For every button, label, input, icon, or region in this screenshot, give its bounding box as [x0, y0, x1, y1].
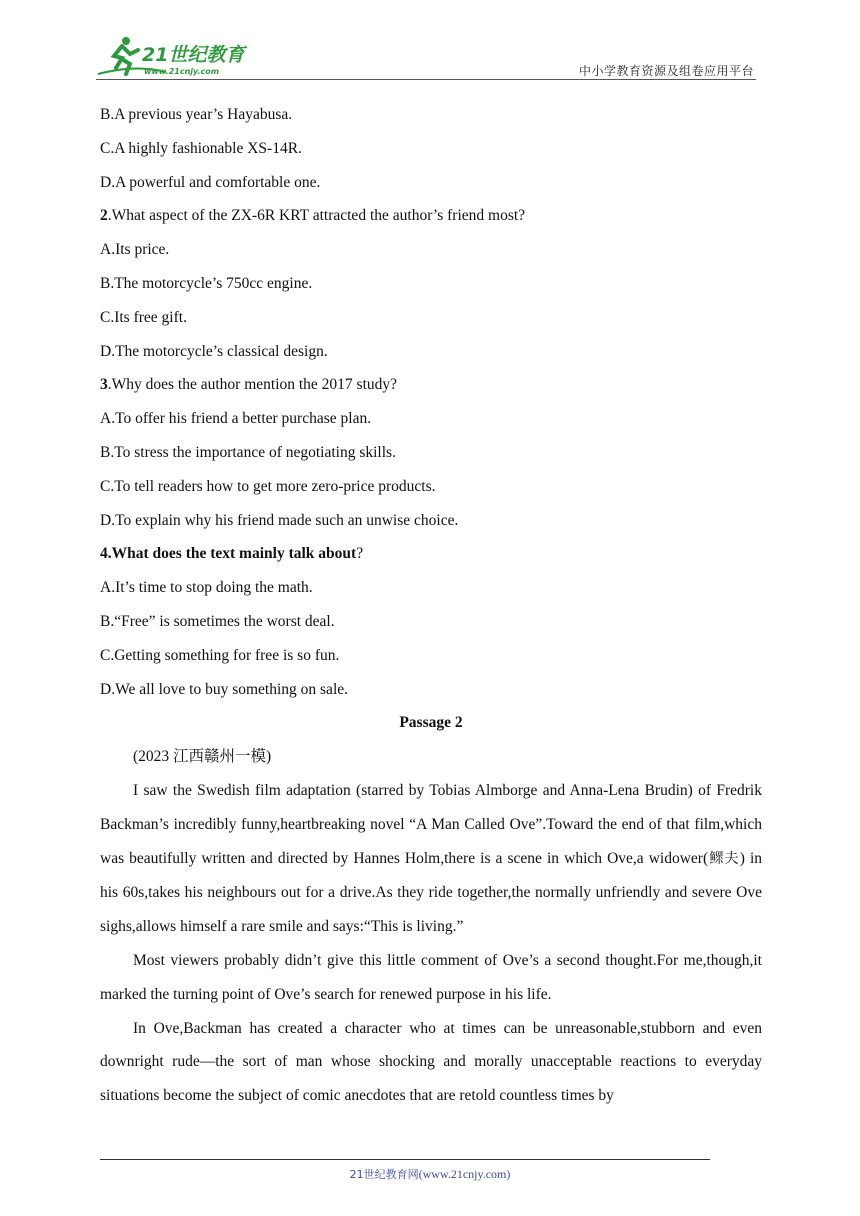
- question-number: 4: [100, 545, 108, 563]
- chinese-gloss: 鳏夫: [708, 850, 740, 867]
- q1-option-b: B.A previous year’s Hayabusa.: [100, 106, 293, 123]
- question-mark: ?: [356, 545, 364, 563]
- question-text: .Why does the author mention the 2017 study?: [107, 376, 398, 394]
- page-footer: [0, 1166, 860, 1182]
- platform-tagline: 中小学教育资源及组卷应用平台: [578, 64, 754, 78]
- footer-url: (www.21cnjy.com): [418, 1167, 511, 1181]
- logo: [96, 34, 256, 78]
- q4-option-c: C.Getting something for free is so fun.: [100, 646, 340, 664]
- question-number: 2: [100, 207, 108, 225]
- q3-option-b: B.To stress the importance of negotiating skills.: [100, 443, 396, 461]
- question-3: [100, 368, 762, 402]
- q4-option-b: B.“Free” is sometimes the worst deal.: [100, 612, 335, 630]
- paragraph-3: In Ove,Backman has created a character who at times can be unreasonable,stubborn and even downright rude—the sort of man whose shocking and morally unacceptable reactions to everyday situations become the subject of comic anecdotes that are retold countless times by: [100, 1019, 762, 1105]
- q3-option-a: A.To offer his friend a better purchase plan.: [100, 410, 372, 428]
- q4-option-a: A.It’s time to stop doing the math.: [100, 579, 313, 597]
- q3-option-c: C.To tell readers how to get more zero-price products.: [100, 477, 436, 495]
- q2-option-b: B.The motorcycle’s 750cc engine.: [100, 274, 313, 292]
- passage-title: Passage 2: [399, 714, 463, 732]
- paragraph-1: I saw the Swedish film adaptation (starred by Tobias Almborge and Anna-Lena Brudin) of Fredrik Backman’s incredibly funny,heartbreaking novel “A Man Called Ove”.Toward the end of that film,which was beautifully written and directed by Hannes Holm,there is a scene in which Ove,a widower(鳏夫) in his 60s,takes his neighbours out for a drive.As they ride together,the normally unfriendly and severe Ove sighs,allows himself a rare smile and says:“This is living.”: [100, 781, 763, 936]
- q1-option-d: D.A powerful and comfortable one.: [100, 173, 321, 191]
- document-body: [100, 98, 762, 1113]
- question-2: [100, 199, 762, 233]
- passage-source: (2023 江西赣州一模): [133, 748, 272, 766]
- q2-option-d: D.The motorcycle’s classical design.: [100, 342, 328, 360]
- question-number: 3: [100, 376, 108, 394]
- page-header: [96, 28, 756, 84]
- q4-option-d: D.We all love to buy something on sale.: [100, 680, 348, 698]
- footer-site-name: 21世纪教育网: [349, 1168, 419, 1181]
- question-4: [100, 537, 762, 571]
- header-divider: [96, 79, 756, 80]
- logo-text: 21世纪教育: [142, 44, 245, 66]
- question-text: .What does the text mainly talk about: [107, 545, 357, 563]
- logo-url: www.21cnjy.com: [144, 67, 220, 76]
- paragraph-2: Most viewers probably didn’t give this little comment of Ove’s a second thought.For me,though,it marked the turning point of Ove’s search for renewed purpose in his life.: [100, 951, 762, 1003]
- q2-option-c: C.Its free gift.: [100, 308, 187, 326]
- footer-divider: [100, 1159, 710, 1160]
- q3-option-d: D.To explain why his friend made such an unwise choice.: [100, 511, 459, 529]
- question-text: .What aspect of the ZX-6R KRT attracted the author’s friend most?: [107, 207, 526, 225]
- q1-option-c: C.A highly fashionable XS-14R.: [100, 139, 302, 157]
- q2-option-a: A.Its price.: [100, 241, 170, 259]
